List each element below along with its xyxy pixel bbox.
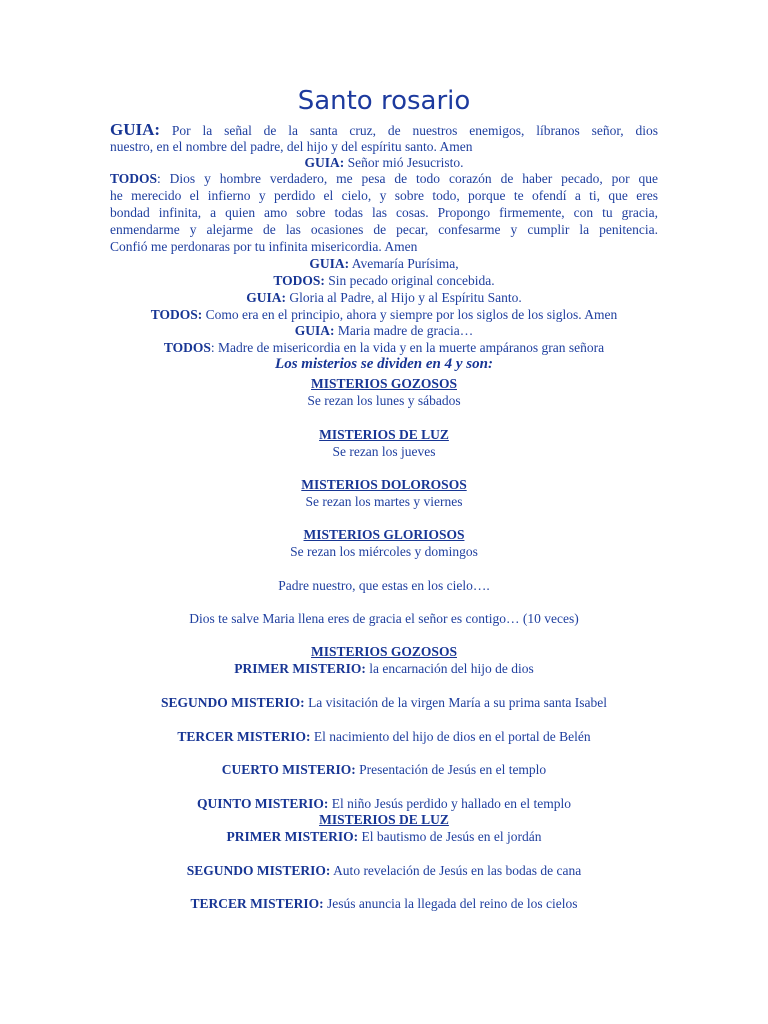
mystery-line: TERCER MISTERIO: El nacimiento del hijo de dios en el portal de Belén — [177, 729, 591, 744]
ave-maria: Dios te salve Maria llena eres de gracia el señor es contigo… (10 veces) — [189, 611, 579, 626]
guia-line-2: nuestro, en el nombre del padre, del hijo y del espíritu santo. Amen — [110, 139, 473, 154]
todos-line-4: enmendarme y alejarme de las ocasiones de pecar, confesarme y cumplir la penitencia. — [110, 222, 658, 237]
schedule-days: Se rezan los jueves — [332, 444, 436, 459]
guia-gloria: GUIA: Gloria al Padre, al Hijo y al Espíritu Santo. — [246, 290, 522, 305]
schedule-days: Se rezan los martes y viernes — [305, 494, 463, 509]
page-title: Santo rosario — [297, 86, 471, 116]
guia-text: Por la señal de la santa cruz, de nuestros enemigos, líbranos señor, dios — [171, 123, 658, 138]
schedule-name: MISTERIOS DE LUZ — [319, 427, 449, 442]
gozosos-heading: MISTERIOS GOZOSOS — [311, 644, 457, 659]
mystery-line: SEGUNDO MISTERIO: Auto revelación de Jesús en las bodas de cana — [186, 863, 582, 878]
todos-line-5: Confió me perdonaras por tu infinita misericordia. Amen — [110, 239, 418, 254]
todos-como-era: TODOS: Como era en el principio, ahora y siempre por los siglos de los siglos. Amen — [150, 307, 618, 322]
schedule-name: MISTERIOS DOLOROSOS — [301, 477, 467, 492]
todos-line-1: TODOS: Dios y hombre verdadero, me pesa de todo corazón de haber pecado, por que — [110, 171, 658, 186]
mystery-line: TERCER MISTERIO: Jesús anuncia la llegada del reino de los cielos — [190, 896, 578, 911]
guia-line-1 — [110, 121, 658, 139]
todos-madre: TODOS: Madre de misericordia en la vida y en la muerte ampáranos gran señora — [163, 340, 605, 355]
todos-line-3: bondad infinita, a quien amo sobre todas las cosas. Propongo firmemente, con tu gracia, — [110, 205, 658, 220]
schedule-name: MISTERIOS GLORIOSOS — [303, 527, 465, 542]
guia-maria: GUIA: Maria madre de gracia… — [294, 323, 474, 338]
mystery-line: QUINTO MISTERIO: El niño Jesús perdido y hallado en el templo — [197, 796, 571, 811]
luz-heading: MISTERIOS DE LUZ — [319, 812, 449, 827]
schedule-days: Se rezan los lunes y sábados — [307, 393, 461, 408]
padre-nuestro: Padre nuestro, que estas en los cielo…. — [278, 578, 490, 593]
mystery-line: PRIMER MISTERIO: la encarnación del hijo de dios — [234, 661, 534, 676]
schedule-name: MISTERIOS GOZOSOS — [311, 376, 457, 391]
schedule-days: Se rezan los miércoles y domingos — [290, 544, 478, 559]
mystery-line: CUERTO MISTERIO: Presentación de Jesús en el templo — [221, 762, 547, 777]
divide-heading: Los misterios se dividen en 4 y son: — [275, 356, 493, 372]
guia-avemaria: GUIA: Avemaría Purísima, — [309, 256, 459, 271]
mystery-line: SEGUNDO MISTERIO: La visitación de la virgen María a su prima santa Isabel — [161, 695, 607, 710]
guia-senor: GUIA: Señor mió Jesucristo. — [304, 155, 464, 170]
mystery-line: PRIMER MISTERIO: El bautismo de Jesús en el jordán — [226, 829, 542, 844]
todos-line-2: he merecido el infierno y perdido el cielo, y sobre todo, porque te ofendí a ti, que eres — [110, 188, 658, 203]
todos-label: TODOS — [110, 171, 158, 186]
guia-label: GUIA: — [110, 120, 161, 139]
todos-sin-pecado: TODOS: Sin pecado original concebida. — [273, 273, 495, 288]
